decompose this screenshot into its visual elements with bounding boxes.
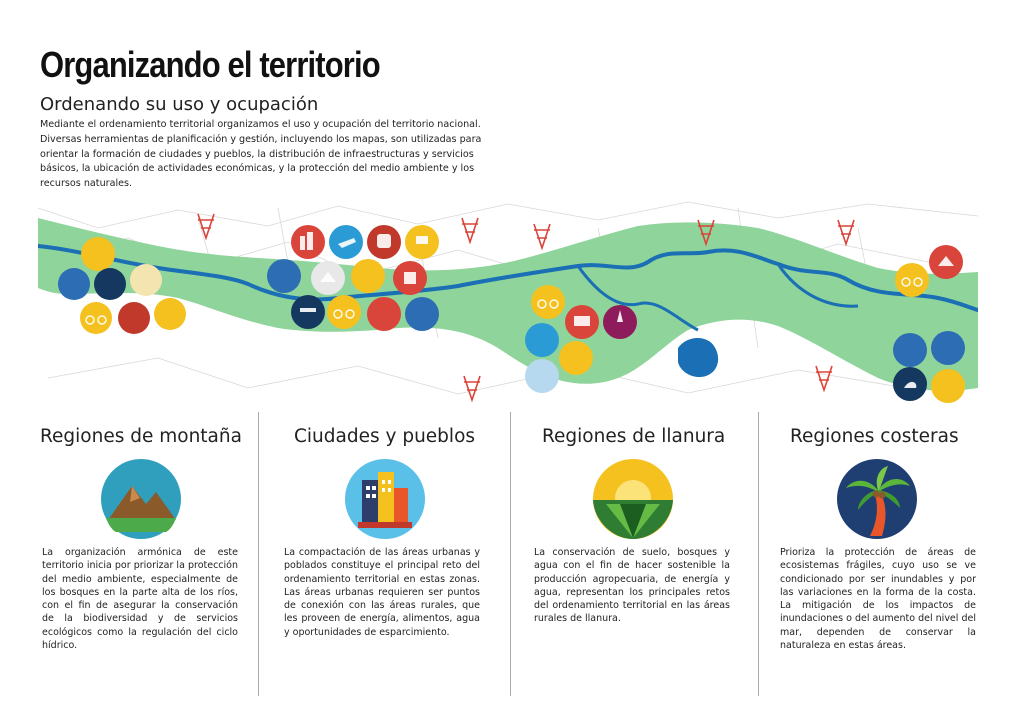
truck-icon [559, 341, 593, 375]
column-divider [758, 412, 759, 696]
monkey-icon [154, 298, 186, 330]
truck-icon [351, 259, 385, 293]
mountain-icon [100, 458, 182, 540]
region-costeras [780, 418, 1024, 688]
region-title: Regiones costeras [790, 426, 959, 447]
palm-tree-icon [836, 458, 918, 540]
tractor-icon [525, 359, 559, 393]
bird-icon [94, 268, 126, 300]
buildings-icon [344, 458, 426, 540]
region-montana [40, 418, 284, 688]
bicycle-icon [531, 285, 565, 319]
region-llanura [534, 418, 778, 688]
region-title: Ciudades y pueblos [294, 426, 476, 447]
territory-map [38, 198, 978, 408]
page-title: Organizando el territorio [40, 44, 380, 85]
intro-paragraph: Mediante el ordenamiento territorial organizamos el uso y ocupación del territorio nacional. Diversas herramientas de planificación y gestión, incluyendo los mapas, son utilizadas para orientar la formación de ciudades y pueblos, la distribución de infraestructuras y servicios básicos, la ubicación de actividades económicas, y la protección del medio ambiente y los recursos naturales. [40, 119, 482, 190]
crab-icon [931, 331, 965, 365]
column-divider [510, 412, 511, 696]
region-title: Regiones de montaña [40, 426, 242, 447]
plains-icon [592, 458, 674, 540]
region-text: La organización armónica de este territorio inicia por priorizar la protección del medio ambiente, especialmente de los bosques en la parte alta de los ríos, con el fin de asegurar la conservación de la biodiversidad y de servicios ecológicos como la regulación del ciclo hídrico. [42, 547, 238, 652]
region-text: La compactación de las áreas urbanas y poblados constituye el principal reto del ordenamiento territorial en estas zonas. Las áreas urbanas requieren ser puntos de conexión con las áreas rurales, que les proveen de energía, alimentos, agua y oportunidades de esparcimiento. [284, 547, 480, 638]
train-icon [58, 268, 90, 300]
cow-icon [525, 323, 559, 357]
bicycle-icon [327, 295, 361, 329]
binoculars-icon [118, 302, 150, 334]
region-text: La conservación de suelo, bosques y agua con el fin de hacer sostenible la producción agropecuaria, de energía y agua, representan los principales retos del ordenamiento territorial en las áreas rurales de llanura. [534, 547, 730, 625]
store-icon [405, 297, 439, 331]
store-icon [367, 297, 401, 331]
region-title: Regiones de llanura [542, 426, 726, 447]
factory-icon [267, 259, 301, 293]
bicycle-icon [80, 302, 112, 334]
column-divider [258, 412, 259, 696]
lake [678, 338, 718, 377]
tree-icon [893, 333, 927, 367]
region-text: Prioriza la protección de áreas de ecosistemas frágiles, cuyo uso se ve condicionado por ser inundables y por las variaciones en la forma de la costa. La mitigación de los impactos de inundaciones o del aumento del nivel del mar, dependen de conservar la naturaleza en estas áreas. [780, 547, 976, 652]
plant-icon [931, 369, 965, 403]
bicycle-icon [895, 263, 929, 297]
region-ciudades [284, 418, 528, 688]
tree-icon [81, 237, 115, 271]
hotel-sign-icon [130, 264, 162, 296]
page-subtitle: Ordenando su uso y ocupación [40, 94, 319, 115]
